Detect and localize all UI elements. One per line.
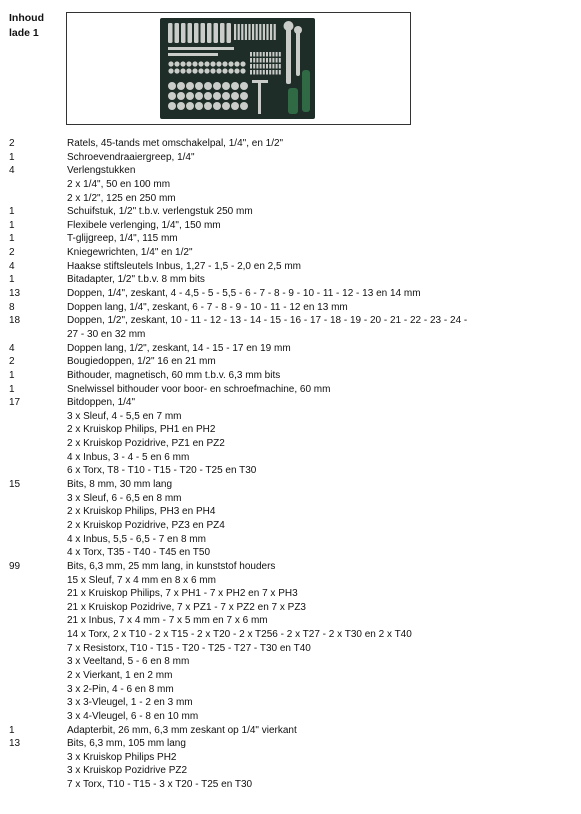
socket — [210, 61, 215, 66]
socket — [204, 61, 209, 66]
bit — [260, 70, 262, 75]
list-item — [0, 778, 581, 792]
bit — [279, 70, 281, 75]
socket — [168, 68, 173, 73]
item-description: 3 x 2-Pin, 4 - 6 en 8 mm — [67, 683, 174, 695]
item-description: 7 x Torx, T10 - T15 - 3 x T20 - T25 en T30 — [67, 779, 253, 791]
list-item — [0, 628, 581, 642]
list-item — [0, 710, 581, 724]
list-item — [0, 587, 581, 601]
socket — [210, 68, 215, 73]
long-socket — [227, 23, 232, 43]
socket — [222, 92, 230, 100]
socket — [216, 61, 221, 66]
bit — [253, 52, 255, 57]
socket — [195, 102, 203, 110]
item-description: 3 x Kruiskop Philips PH2 — [67, 751, 177, 763]
item-quantity: 2 — [9, 247, 15, 259]
bit — [250, 58, 252, 63]
item-description: Doppen, 1/2", zeskant, 10 - 11 - 12 - 13 - 14 - 15 - 16 - 17 - 18 - 19 - 20 - 21 - 22 - 23 - 24 - — [67, 315, 468, 327]
item-description: 3 x Veeltand, 5 - 6 en 8 mm — [67, 656, 190, 668]
item-description: 2 x Kruiskop Pozidrive, PZ1 en PZ2 — [67, 438, 225, 450]
ratchet-head — [284, 21, 294, 31]
socket — [168, 82, 176, 90]
socket — [222, 102, 230, 110]
list-item — [0, 192, 581, 206]
bit — [269, 52, 271, 57]
item-description: 4 x Torx, T35 - T40 - T45 en T50 — [67, 547, 211, 559]
item-description: Bitadapter, 1/2" t.b.v. 8 mm bits — [67, 274, 205, 286]
bit — [260, 64, 262, 69]
item-description: 6 x Torx, T8 - T10 - T15 - T20 - T25 en T30 — [67, 465, 257, 477]
item-description: 2 x Kruiskop Philips, PH1 en PH2 — [67, 424, 216, 436]
list-item — [0, 533, 581, 547]
item-quantity: 2 — [9, 356, 15, 368]
item-quantity: 17 — [9, 397, 21, 409]
screwdriver-handle — [302, 70, 310, 112]
bit — [245, 24, 247, 40]
socket — [222, 82, 230, 90]
item-quantity: 1 — [9, 233, 15, 245]
bit — [260, 52, 262, 57]
item-description: Bits, 6,3 mm, 105 mm lang — [67, 738, 186, 750]
item-quantity: 1 — [9, 206, 15, 218]
bit — [272, 58, 274, 63]
socket — [186, 92, 194, 100]
item-description: Doppen lang, 1/2", zeskant, 14 - 15 - 17 en 19 mm — [67, 342, 291, 354]
item-description: Bits, 8 mm, 30 mm lang — [67, 479, 173, 491]
list-item — [0, 273, 581, 287]
item-quantity: 1 — [9, 369, 15, 381]
list-item — [0, 614, 581, 628]
item-quantity: 18 — [9, 315, 21, 327]
list-item — [0, 560, 581, 574]
socket — [177, 92, 185, 100]
item-description: Schroevendraaiergreep, 1/4" — [67, 151, 195, 163]
item-quantity: 15 — [9, 479, 21, 491]
socket — [186, 68, 191, 73]
list-item — [0, 219, 581, 233]
item-description: 14 x Torx, 2 x T10 - 2 x T15 - 2 x T20 - 2 x T256 - 2 x T27 - 2 x T30 en 2 x T40 — [67, 629, 412, 641]
item-description: 2 x 1/2", 125 en 250 mm — [67, 192, 176, 204]
item-description: Bits, 6,3 mm, 25 mm lang, in kunststof houders — [67, 560, 276, 572]
list-item — [0, 205, 581, 219]
list-item — [0, 383, 581, 397]
list-item — [0, 287, 581, 301]
socket — [186, 82, 194, 90]
item-description: 3 x Sleuf, 4 - 5,5 en 7 mm — [67, 410, 182, 422]
item-description: Snelwissel bithouder voor boor- en schroefmachine, 60 mm — [67, 383, 331, 395]
item-description: 27 - 30 en 32 mm — [67, 328, 146, 340]
item-quantity: 4 — [9, 260, 15, 272]
socket — [231, 82, 239, 90]
list-item — [0, 423, 581, 437]
socket — [198, 68, 203, 73]
list-item — [0, 696, 581, 710]
long-socket — [207, 23, 212, 43]
list-item — [0, 546, 581, 560]
long-socket — [214, 23, 219, 43]
item-description: 3 x 4-Vleugel, 6 - 8 en 10 mm — [67, 710, 199, 722]
bit — [276, 58, 278, 63]
t-bar — [252, 80, 268, 83]
item-quantity: 8 — [9, 301, 15, 313]
bit — [266, 70, 268, 75]
item-description: Flexibele verlenging, 1/4", 150 mm — [67, 219, 221, 231]
bit — [256, 58, 258, 63]
bit — [250, 52, 252, 57]
list-item — [0, 464, 581, 478]
bit — [241, 24, 243, 40]
bit — [253, 58, 255, 63]
item-quantity: 4 — [9, 165, 15, 177]
item-description: Ratels, 45-tands met omschakelpal, 1/4", en 1/2" — [67, 138, 284, 149]
socket — [231, 102, 239, 110]
socket — [240, 92, 248, 100]
socket — [222, 61, 227, 66]
bit — [276, 64, 278, 69]
ratchet-handle — [296, 28, 300, 76]
item-quantity: 13 — [9, 738, 21, 750]
socket — [168, 102, 176, 110]
bit — [252, 24, 254, 40]
socket — [195, 82, 203, 90]
socket — [228, 68, 233, 73]
item-description: 2 x Kruiskop Philips, PH3 en PH4 — [67, 506, 216, 518]
list-item — [0, 151, 581, 165]
list-item — [0, 655, 581, 669]
bit — [269, 58, 271, 63]
bit — [266, 24, 268, 40]
socket — [186, 102, 194, 110]
bit — [256, 70, 258, 75]
socket — [234, 68, 239, 73]
item-description: 7 x Resistorx, T10 - T15 - T20 - T25 - T27 - T30 en T40 — [67, 642, 311, 654]
list-item — [0, 396, 581, 410]
item-quantity: 1 — [9, 724, 15, 736]
list-item — [0, 751, 581, 765]
socket — [228, 61, 233, 66]
bit — [279, 58, 281, 63]
bit — [274, 24, 276, 40]
list-item — [0, 342, 581, 356]
list-item — [0, 355, 581, 369]
socket — [204, 68, 209, 73]
bit — [272, 70, 274, 75]
item-description: Doppen, 1/4", zeskant, 4 - 4,5 - 5 - 5,5 - 6 - 7 - 8 - 9 - 10 - 11 - 12 - 13 en 14 mm — [67, 288, 421, 300]
socket — [222, 68, 227, 73]
tool-tray-illustration — [160, 18, 315, 119]
socket — [213, 102, 221, 110]
socket — [234, 61, 239, 66]
list-item — [0, 301, 581, 315]
item-quantity: 13 — [9, 288, 21, 300]
item-description: T-glijgreep, 1/4", 115 mm — [67, 233, 178, 245]
socket — [204, 102, 212, 110]
list-item — [0, 314, 581, 328]
long-socket — [181, 23, 186, 43]
item-quantity: 2 — [9, 138, 15, 149]
bit — [263, 70, 265, 75]
list-item — [0, 642, 581, 656]
bit — [260, 58, 262, 63]
item-description: Adapterbit, 26 mm, 6,3 mm zeskant op 1/4" vierkant — [67, 724, 297, 736]
item-quantity: 1 — [9, 383, 15, 395]
list-item — [0, 164, 581, 178]
contents-list — [0, 137, 581, 792]
item-quantity: 1 — [9, 151, 15, 163]
list-item — [0, 246, 581, 260]
long-socket — [220, 23, 225, 43]
socket — [195, 92, 203, 100]
list-item — [0, 724, 581, 738]
extension-bar — [168, 47, 234, 50]
t-bar — [258, 80, 261, 114]
tool-tray-photo — [160, 18, 315, 119]
list-item — [0, 328, 581, 342]
list-item — [0, 410, 581, 424]
item-description: 2 x 1/4", 50 en 100 mm — [67, 178, 171, 190]
list-item — [0, 232, 581, 246]
socket — [180, 68, 185, 73]
socket — [174, 68, 179, 73]
bit — [253, 70, 255, 75]
socket — [204, 82, 212, 90]
item-quantity: 99 — [9, 560, 21, 572]
item-description: 21 x Inbus, 7 x 4 mm - 7 x 5 mm en 7 x 6 mm — [67, 615, 268, 627]
item-description: Bitdoppen, 1/4" — [67, 397, 136, 409]
bit — [269, 64, 271, 69]
section-heading-line-1: Inhoud — [9, 12, 44, 24]
tool-tray-photo-frame — [66, 12, 411, 125]
item-description: 3 x Sleuf, 6 - 6,5 en 8 mm — [67, 492, 182, 504]
item-quantity: 1 — [9, 274, 15, 286]
bit — [276, 52, 278, 57]
screwdriver-handle — [288, 88, 298, 114]
socket — [168, 61, 173, 66]
socket — [204, 92, 212, 100]
long-socket — [188, 23, 193, 43]
socket — [240, 82, 248, 90]
bit — [250, 70, 252, 75]
list-item — [0, 369, 581, 383]
list-item — [0, 505, 581, 519]
bit — [263, 58, 265, 63]
bit — [234, 24, 236, 40]
socket — [177, 102, 185, 110]
extension-bar — [168, 53, 218, 56]
socket — [198, 61, 203, 66]
list-item — [0, 451, 581, 465]
item-description: Bougiedoppen, 1/2" 16 en 21 mm — [67, 356, 216, 368]
item-description: 21 x Kruiskop Philips, 7 x PH1 - 7 x PH2 en 7 x PH3 — [67, 588, 298, 600]
list-item — [0, 737, 581, 751]
bit — [238, 24, 240, 40]
long-socket — [168, 23, 173, 43]
item-description: Bithouder, magnetisch, 60 mm t.b.v. 6,3 mm bits — [67, 369, 281, 381]
socket — [168, 92, 176, 100]
section-heading-line-2: lade 1 — [9, 27, 39, 39]
item-description: 2 x Kruiskop Pozidrive, PZ3 en PZ4 — [67, 519, 225, 531]
socket — [174, 61, 179, 66]
list-item — [0, 260, 581, 274]
bit — [279, 52, 281, 57]
bit — [263, 64, 265, 69]
socket — [192, 61, 197, 66]
long-socket — [175, 23, 180, 43]
list-item — [0, 178, 581, 192]
socket — [240, 68, 245, 73]
bit — [250, 64, 252, 69]
bit — [259, 24, 261, 40]
bit — [272, 52, 274, 57]
bit — [272, 64, 274, 69]
item-description: Schuifstuk, 1/2" t.b.v. verlengstuk 250 mm — [67, 206, 253, 218]
bit — [279, 64, 281, 69]
bit — [263, 24, 265, 40]
item-description: 3 x 3-Vleugel, 1 - 2 en 3 mm — [67, 697, 193, 709]
item-description: Verlengstukken — [67, 165, 136, 177]
bit — [266, 52, 268, 57]
socket — [216, 68, 221, 73]
item-description: 2 x Vierkant, 1 en 2 mm — [67, 669, 173, 681]
item-quantity: 1 — [9, 219, 15, 231]
list-item — [0, 683, 581, 697]
item-description: Doppen lang, 1/4", zeskant, 6 - 7 - 8 - 9 - 10 - 11 - 12 en 13 mm — [67, 301, 348, 313]
bit — [263, 52, 265, 57]
list-item — [0, 669, 581, 683]
item-description: 4 x Inbus, 3 - 4 - 5 en 6 mm — [67, 451, 190, 463]
item-quantity: 4 — [9, 342, 15, 354]
socket — [213, 92, 221, 100]
item-description: 15 x Sleuf, 7 x 4 mm en 8 x 6 mm — [67, 574, 216, 586]
socket — [180, 61, 185, 66]
ratchet-head — [294, 26, 302, 34]
socket — [177, 82, 185, 90]
socket — [240, 61, 245, 66]
socket — [186, 61, 191, 66]
bit — [256, 52, 258, 57]
bit — [276, 70, 278, 75]
socket — [213, 82, 221, 90]
list-item — [0, 137, 581, 151]
bit — [269, 70, 271, 75]
list-item — [0, 478, 581, 492]
bit — [256, 64, 258, 69]
list-item — [0, 601, 581, 615]
socket — [240, 102, 248, 110]
ratchet-handle — [286, 24, 291, 84]
list-item — [0, 519, 581, 533]
item-description: Haakse stiftsleutels Inbus, 1,27 - 1,5 - 2,0 en 2,5 mm — [67, 260, 302, 272]
bit — [266, 58, 268, 63]
list-item — [0, 574, 581, 588]
item-description: Kniegewrichten, 1/4" en 1/2" — [67, 247, 193, 259]
item-description: 3 x Kruiskop Pozidrive PZ2 — [67, 765, 188, 777]
long-socket — [201, 23, 206, 43]
item-description: 4 x Inbus, 5,5 - 6,5 - 7 en 8 mm — [67, 533, 206, 545]
socket — [192, 68, 197, 73]
list-item — [0, 764, 581, 778]
long-socket — [194, 23, 199, 43]
section-heading — [9, 11, 61, 41]
socket — [231, 92, 239, 100]
bit — [266, 64, 268, 69]
bit — [270, 24, 272, 40]
list-item — [0, 492, 581, 506]
bit — [256, 24, 258, 40]
list-item — [0, 437, 581, 451]
item-description: 21 x Kruiskop Pozidrive, 7 x PZ1 - 7 x PZ2 en 7 x PZ3 — [67, 601, 306, 613]
bit — [248, 24, 250, 40]
bit — [253, 64, 255, 69]
